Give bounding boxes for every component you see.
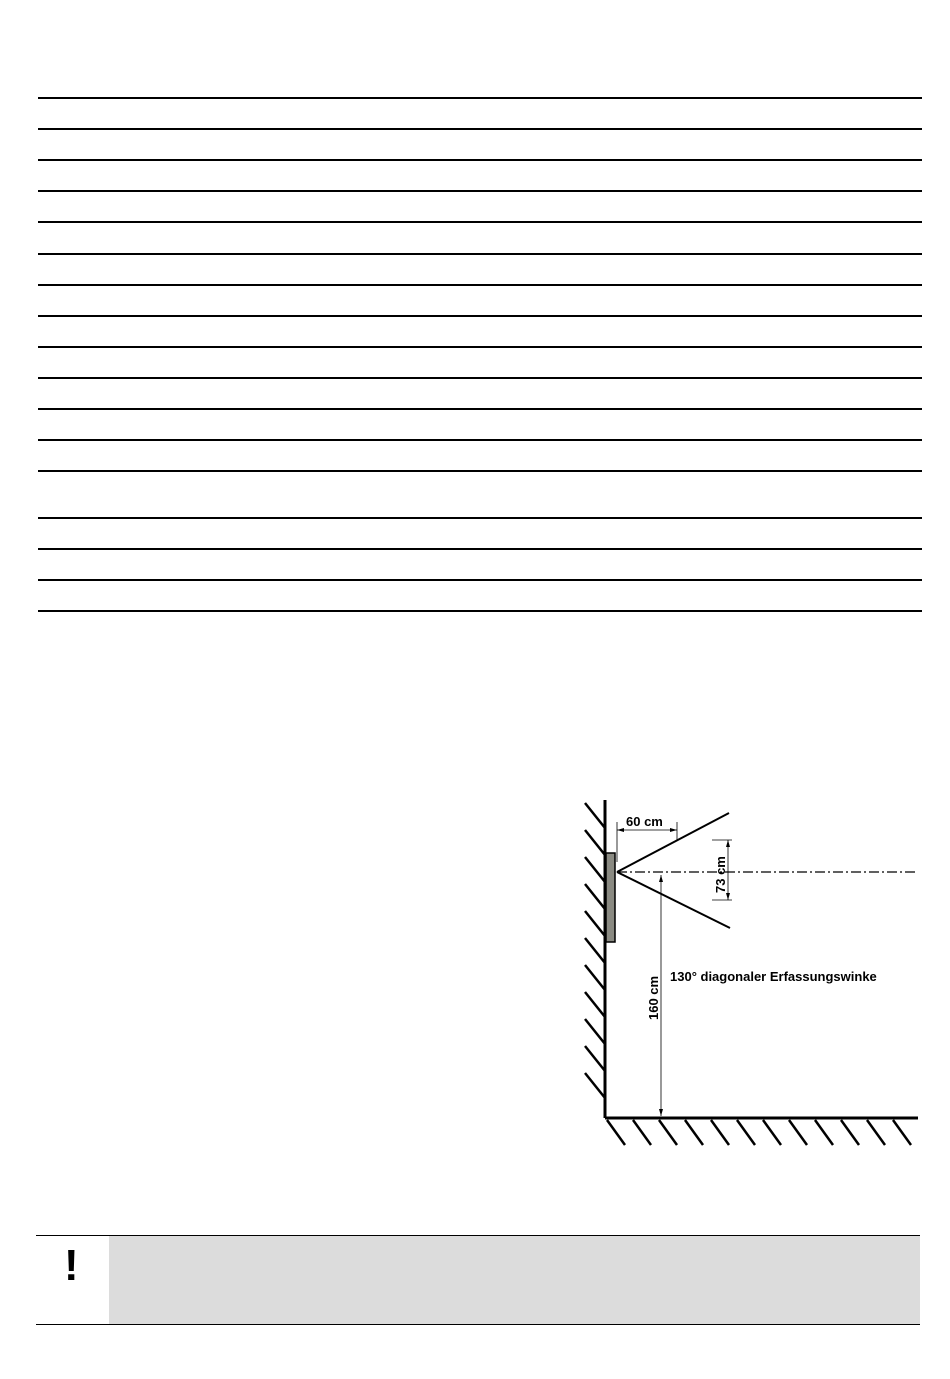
wall-hatching [585, 803, 605, 1098]
sensor-device [606, 853, 615, 942]
label-detection-angle: 130° diagonaler Erfassungswinke [670, 969, 877, 984]
note-body [109, 1236, 920, 1324]
dimension-arrow [726, 893, 730, 900]
exclamation-icon: ! [64, 1241, 79, 1290]
dimension-arrow [670, 828, 677, 832]
floor-hatching [607, 1120, 911, 1145]
label-60cm: 60 cm [626, 814, 663, 829]
dimension-arrow [726, 840, 730, 847]
label-160cm: 160 cm [646, 975, 661, 1020]
note-icon-cell [36, 1236, 108, 1324]
label-73cm: 73 cm [713, 856, 728, 893]
caution-note [36, 1235, 920, 1325]
dimension-arrow [617, 828, 624, 832]
dimension-arrow [659, 1109, 663, 1116]
dimension-arrow [659, 875, 663, 882]
